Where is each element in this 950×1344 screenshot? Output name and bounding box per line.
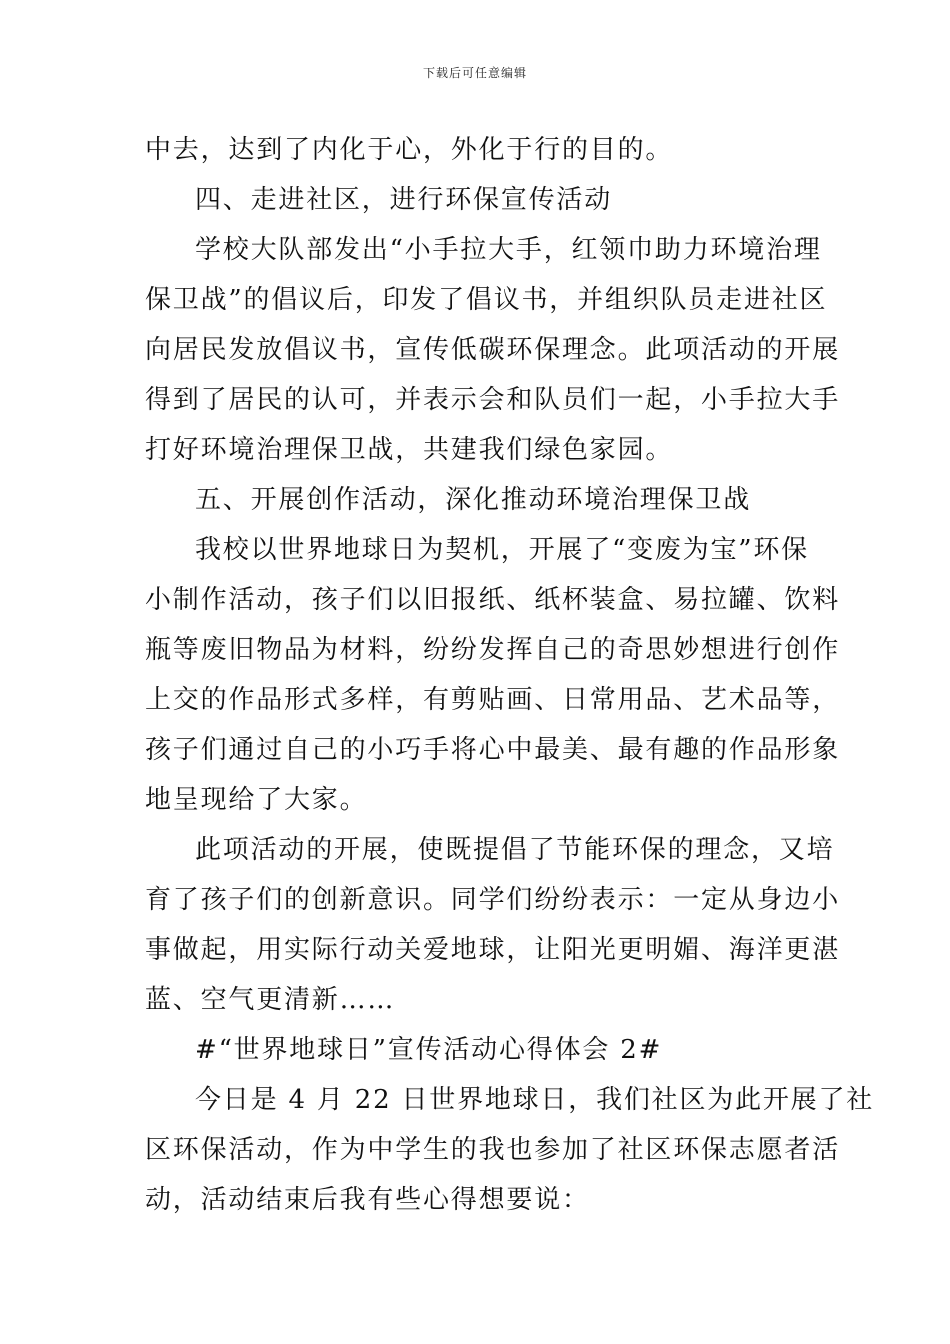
page-header: 下载后可任意编辑	[422, 66, 527, 80]
text-line: 瓶等废旧物品为材料，纷纷发挥自己的奇思妙想进行创作	[145, 635, 841, 665]
text-line: 小制作活动，孩子们以旧报纸、纸杯装盒、易拉罐、饮料	[145, 585, 841, 615]
text-line: 得到了居民的认可，并表示会和队员们一起，小手拉大手	[145, 385, 841, 415]
text-line: 蓝、空气更清新……	[145, 985, 396, 1015]
text-line: 地呈现给了大家。	[145, 785, 368, 815]
section-title: #“世界地球日”宣传活动心得体会 2#	[195, 1035, 663, 1065]
text-line: 中去，达到了内化于心，外化于行的目的。	[145, 135, 674, 165]
text-line: 保卫战”的倡议后，印发了倡议书，并组织队员走进社区	[145, 285, 828, 315]
text-line: 育了孩子们的创新意识。同学们纷纷表示：一定从身边小	[145, 885, 841, 915]
text-line: 事做起，用实际行动关爱地球，让阳光更明媚、海洋更湛	[145, 935, 841, 965]
text-line: 打好环境治理保卫战，共建我们绿色家园。	[145, 435, 674, 465]
paragraph-first-line: 学校大队部发出“小手拉大手，红领巾助力环境治理	[195, 235, 822, 265]
text-line: 上交的作品形式多样，有剪贴画、日常用品、艺术品等，	[145, 685, 841, 715]
text-line: 区环保活动，作为中学生的我也参加了社区环保志愿者活	[145, 1135, 841, 1165]
paragraph-first-line: 此项活动的开展，使既提倡了节能环保的理念，又培	[195, 835, 835, 865]
paragraph-first-line: 今日是 4 月 22 日世界地球日，我们社区为此开展了社	[195, 1085, 875, 1115]
section-heading: 四、走进社区，进行环保宣传活动	[195, 185, 613, 215]
text-line: 动，活动结束后我有些心得想要说：	[145, 1185, 590, 1215]
text-line: 孩子们通过自己的小巧手将心中最美、最有趣的作品形象	[145, 735, 841, 765]
paragraph-first-line: 我校以世界地球日为契机，开展了“变废为宝”环保	[195, 535, 809, 565]
text-line: 向居民发放倡议书，宣传低碳环保理念。此项活动的开展	[145, 335, 841, 365]
section-heading: 五、开展创作活动，深化推动环境治理保卫战	[195, 485, 752, 515]
